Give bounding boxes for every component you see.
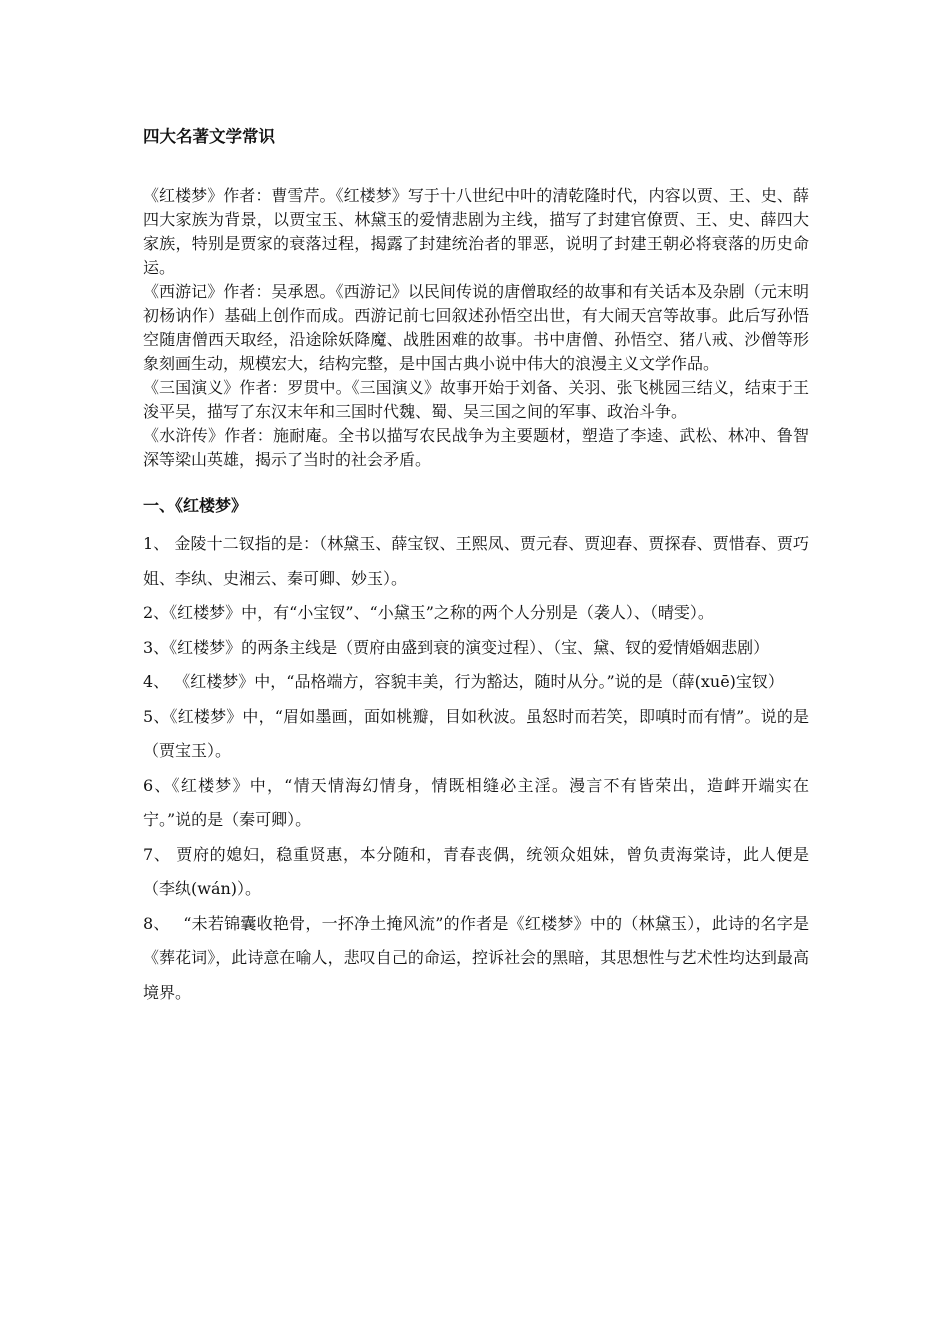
intro-paragraph-xiyouji: 《西游记》作者：吴承恩。《西游记》以民间传说的唐僧取经的故事和有关话本及杂剧（元末明初杨讷作）基础上创作而成。西游记前七回叙述孙悟空出世，有大闹天宫等故事。此后写孙悟空随唐僧西天取经，沿途除妖降魔、战胜困难的故事。书中唐僧、孙悟空、猪八戒、沙僧等形象刻画生动，规模宏大，结构完整，是中国古典小说中伟大的浪漫主义文学作品。 <box>143 282 809 373</box>
intro-paragraph-hongloumeng: 《红楼梦》作者：曹雪芹。《红楼梦》写于十八世纪中叶的清乾隆时代，内容以贾、王、史、薛四大家族为背景，以贾宝玉、林黛玉的爱情悲剧为主线，描写了封建官僚贾、王、史、薛四大家族，特别是贾家的衰落过程，揭露了封建统治者的罪恶，说明了封建王朝必将衰落的历史命运。 <box>143 186 809 277</box>
list-item: 3、《红楼梦》的两条主线是（贾府由盛到衰的演变过程）、（宝、黛、钗的爱情婚姻悲剧） <box>143 637 770 657</box>
list-item: 7、 贾府的媳妇，稳重贤惠，本分随和，青春丧偶，统领众姐妹，曾负责海棠诗，此人便是（李纨(wán)）。 <box>143 844 809 898</box>
intro-paragraph-sanguo: 《三国演义》作者：罗贯中。《三国演义》故事开始于刘备、关羽、张飞桃园三结义，结束于王浚平吴，描写了东汉末年和三国时代魏、蜀、吴三国之间的军事、政治斗争。 <box>143 378 809 421</box>
list-item: 5、《红楼梦》中，“眉如墨画，面如桃瓣，目如秋波。虽怒时而若笑，即嗔时而有情”。说的是（贾宝玉）。 <box>143 706 809 760</box>
question-list <box>143 527 809 1010</box>
intro-section <box>143 184 809 472</box>
list-item: 1、 金陵十二钗指的是：（林黛玉、薛宝钗、王熙凤、贾元春、贾迎春、贾探春、贾惜春、贾巧姐、李纨、史湘云、秦可卿、妙玉）。 <box>143 534 809 588</box>
list-item: 8、 “未若锦囊收艳骨，一抔净土掩风流”的作者是《红楼梦》中的（林黛玉），此诗的名字是《葬花词》，此诗意在喻人，悲叹自己的命运，控诉社会的黑暗，其思想性与艺术性均达到最高境界。 <box>143 913 809 1002</box>
list-item: 2、《红楼梦》中，有“小宝钗”、“小黛玉”之称的两个人分别是（袭人）、（晴雯）。 <box>143 603 714 622</box>
list-item: 4、 《红楼梦》中，“品格端方，容貌丰美，行为豁达，随时从分。”说的是（薛(xuē)宝钗） <box>143 672 784 691</box>
list-item: 6、《红楼梦》中，“情天情海幻情身，情既相缝必主淫。漫言不有皆荣出，造衅开端实在宁。”说的是（秦可卿）。 <box>143 775 809 829</box>
section-heading: 一、《红楼梦》 <box>143 496 248 515</box>
document-page <box>143 124 809 1010</box>
intro-paragraph-shuihu: 《水浒传》作者：施耐庵。全书以描写农民战争为主要题材，塑造了李逵、武松、林冲、鲁智深等梁山英雄，揭示了当时的社会矛盾。 <box>143 426 809 469</box>
document-title: 四大名著文学常识 <box>143 127 275 146</box>
